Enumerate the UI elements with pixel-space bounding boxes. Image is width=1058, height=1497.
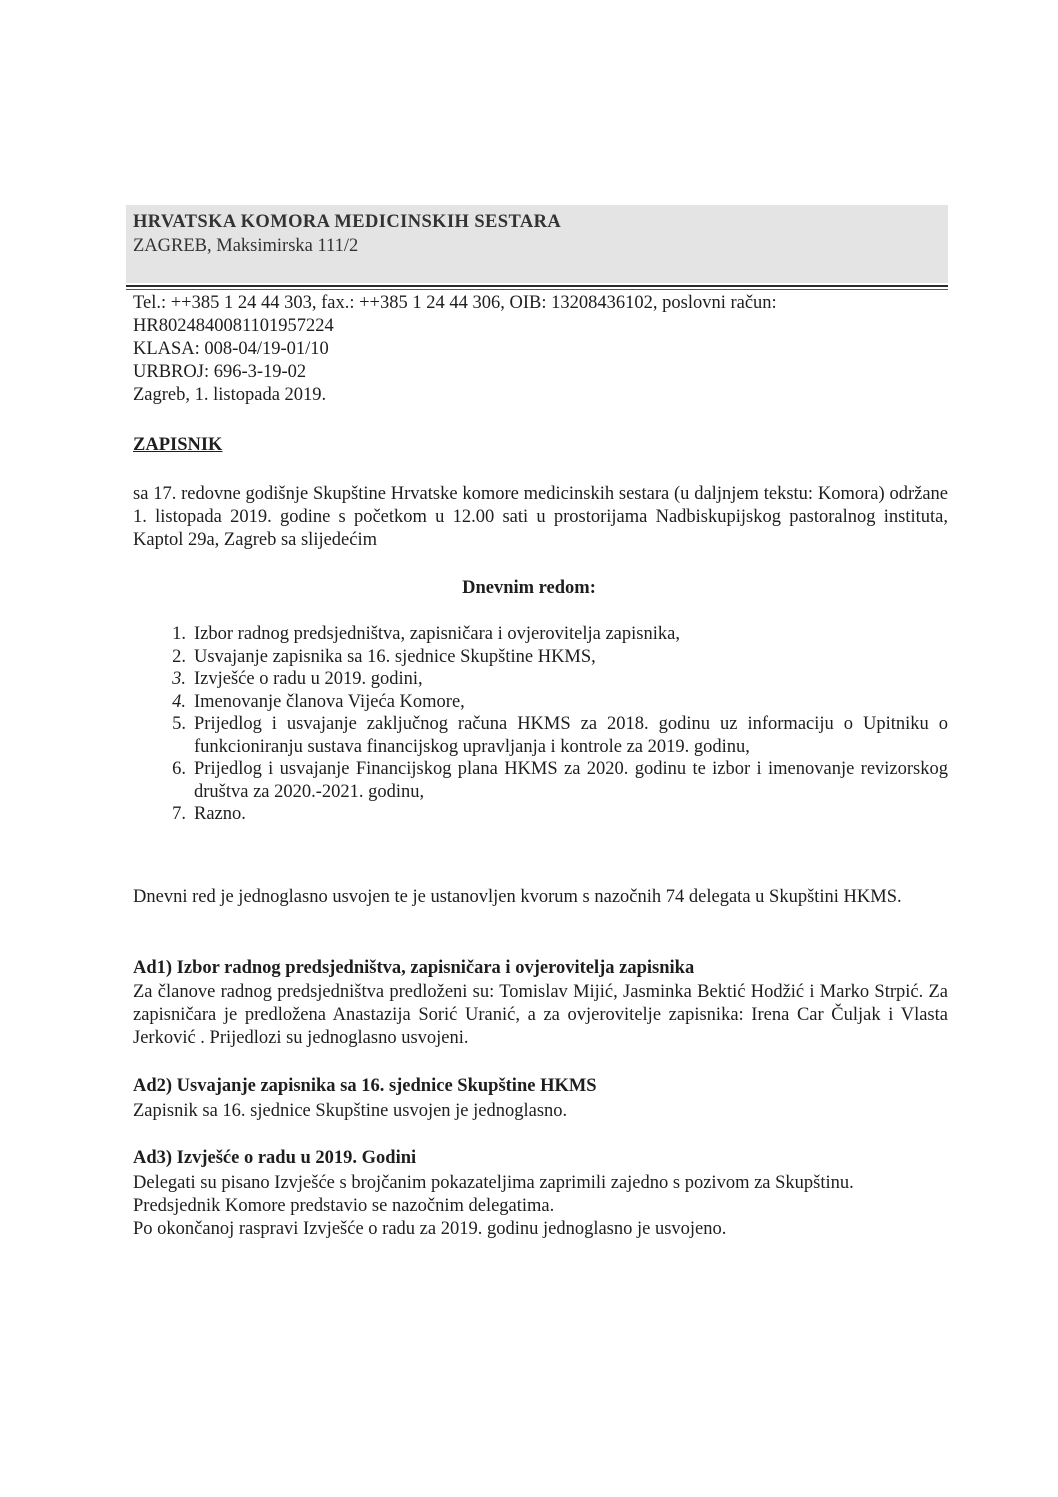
agenda-item-text: Izvješće o radu u 2019. godini, xyxy=(194,669,423,689)
document-title: ZAPISNIK xyxy=(133,435,223,455)
agenda-item xyxy=(160,623,948,646)
agenda-item-number: 5. xyxy=(172,714,186,734)
agenda-item-text: Izbor radnog predsjedništva, zapisničara i ovjerovitelja zapisnika, xyxy=(194,624,680,644)
bank-account: HR8024840081101957224 xyxy=(133,316,334,336)
ad1-paragraph: Za članove radnog predsjedništva predloženi su: Tomislav Mijić, Jasminka Bektić Hodžić i Marko Strpić. Za zapisničara je predložena Anastazija Sorić Uranić, a za ovjerovitelje zapisnika: Irena Car Čuljak i Vlasta Jerković . Prijedlozi su jednoglasno usvojeni. xyxy=(133,982,948,1048)
agenda-item-number: 6. xyxy=(172,759,186,779)
agenda-item xyxy=(160,758,948,803)
ad3-heading: Ad3) Izvješće o radu u 2019. Godini xyxy=(133,1148,417,1168)
agenda-item-text: Imenovanje članova Vijeća Komore, xyxy=(194,691,465,712)
agenda-item-text: Razno. xyxy=(194,804,246,824)
agenda-item-number: 2. xyxy=(172,646,186,667)
organization-address: ZAGREB, Maksimirska 111/2 xyxy=(133,236,359,256)
agenda-item xyxy=(160,646,948,669)
letterhead-divider xyxy=(126,285,948,287)
quorum-paragraph: Dnevni red je jednoglasno usvojen te je ustanovljen kvorum s nazočnih 74 delegata u Skupštini HKMS. xyxy=(133,887,902,907)
agenda-item xyxy=(160,668,948,691)
agenda-list xyxy=(160,623,948,826)
document-date: Zagreb, 1. listopada 2019. xyxy=(133,385,327,405)
agenda-item-text: Usvajanje zapisnika sa 16. sjednice Skupštine HKMS, xyxy=(194,646,596,667)
ad2-heading: Ad2) Usvajanje zapisnika sa 16. sjednice Skupštine HKMS xyxy=(133,1076,597,1096)
agenda-item-number: 4. xyxy=(172,691,186,712)
letterhead-divider-thin xyxy=(126,289,948,290)
agenda-item xyxy=(160,803,948,826)
klasa-number: KLASA: 008-04/19-01/10 xyxy=(133,339,329,359)
ad2-paragraph: Zapisnik sa 16. sjednice Skupštine usvojen je jednoglasno. xyxy=(133,1101,568,1121)
agenda-item-number: 1. xyxy=(172,624,186,644)
agenda-heading: Dnevnim redom: xyxy=(462,578,596,598)
agenda-item xyxy=(160,691,948,714)
agenda-item-text: Prijedlog i usvajanje zaključnog računa HKMS za 2018. godinu uz informaciju o Upitniku o funkcioniranju sustava financijskog upravljanja i kontrole za 2019. godinu, xyxy=(194,714,948,757)
urbroj-number: URBROJ: 696-3-19-02 xyxy=(133,362,307,382)
agenda-item-text: Prijedlog i usvajanje Financijskog plana HKMS za 2020. godinu te izbor i imenovanje revizorskog društva za 2020.-2021. godinu, xyxy=(194,759,948,802)
ad3-line: Delegati su pisano Izvješće s brojčanim pokazateljima zaprimili zajedno s pozivom za Skupštinu. xyxy=(133,1173,854,1193)
agenda-item-number: 7. xyxy=(172,804,186,824)
agenda-item xyxy=(160,713,948,758)
ad3-line: Po okončanoj raspravi Izvješće o radu za 2019. godinu jednoglasno je usvojeno. xyxy=(133,1219,727,1239)
agenda-item-number: 3. xyxy=(172,669,186,689)
contact-line: Tel.: ++385 1 24 44 303, fax.: ++385 1 24 44 306, OIB: 13208436102, poslovni račun: xyxy=(133,293,777,313)
ad1-heading: Ad1) Izbor radnog predsjedništva, zapisničara i ovjerovitelja zapisnika xyxy=(133,958,695,978)
ad3-line: Predsjednik Komore predstavio se nazočnim delegatima. xyxy=(133,1196,555,1216)
organization-name: HRVATSKA KOMORA MEDICINSKIH SESTARA xyxy=(133,212,562,232)
intro-paragraph: sa 17. redovne godišnje Skupštine Hrvatske komore medicinskih sestara (u daljnjem tekstu: Komora) održane 1. listopada 2019. godine s početkom u 12.00 sati u prostorijama Nadbiskupijskog pastoralnog instituta, Kaptol 29a, Zagreb sa slijedećim xyxy=(133,484,948,550)
